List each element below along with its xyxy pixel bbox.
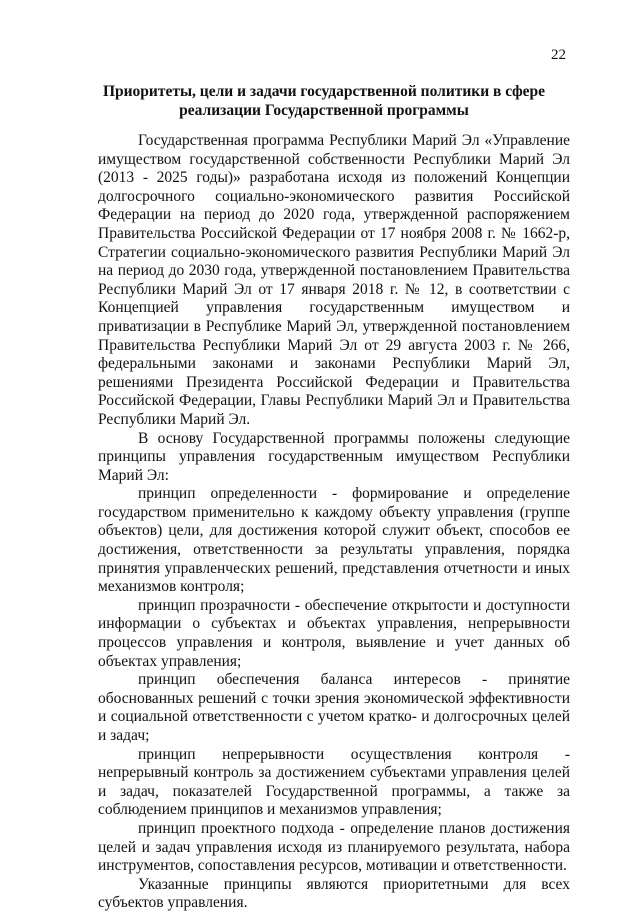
principle-balance-paragraph: принцип обеспечения баланса интересов - принятие обоснованных решений с точки зрения экономической эффективности и социальной ответственности с учетом кратко- и долгосрочных целей и задач; [98,671,570,744]
principle-continuous-control-paragraph: принцип непрерывности осуществления контроля - непрерывный контроль за достижением субъектами управления целей и задач, показателей Государственной программы, а также за соблюдением принципов и механизмов управления; [98,745,570,819]
conclusion-paragraph: Указанные принципы являются приоритетными для всех субъектов управления. [98,875,570,912]
principle-definiteness-paragraph: принцип определенности - формирование и определение государством применительно к каждому объекту управления (группе объектов) цели, для достижения которой служит объект, способов ее достижения, ответственности за результаты управления, порядка принятия управленческих решений, представления отчетности и иных механизмов контроля; [98,485,570,596]
principle-transparency-paragraph: принцип прозрачности - обеспечение открытости и доступности информации о субъектах и объектах управления, непрерывности процессов управления и контроля, выявление и учет данных об объектах управления; [98,596,570,670]
principles-intro-paragraph: В основу Государственной программы положены следующие принципы управления государственным имуществом Республики Марий Эл: [98,429,570,484]
page-number: 22 [551,47,566,63]
section-title [96,82,552,120]
section-title-line-2: реализации Государственной программы [179,102,469,119]
intro-paragraph: Государственная программа Республики Марий Эл «Управление имуществом государственной собственности Республики Марий Эл (2013 - 2025 годы)» разработана исходя из положений Концепции долгосрочного социально-экономического развития Российской Федерации на период до 2020 года, утвержденной распоряжением Правительства Российской Федерации от 17 ноября 2008 г. № 1662-р, Стратегии социально-экономического развития Республики Марий Эл на период до 2030 года, утвержденной постановлением Правительства Республики Марий Эл от 17 января 2018 г. № 12, в соответствии с Концепцией управления государственным имуществом и приватизации в Республике Марий Эл, утвержденной постановлением Правительства Республики Марий Эл от 29 августа 2003 г. № 266, федеральными законами и законами Республики Марий Эл, решениями Президента Российской Федерации и Правительства Российской Федерации, Главы Республики Марий Эл и Правительства Республики Марий Эл. [98,132,570,428]
section-title-line-1: Приоритеты, цели и задачи государственной политики в сфере [102,83,546,100]
document-body [98,132,570,913]
principle-project-paragraph: принцип проектного подхода - определение планов достижения целей и задач управления исходя из планируемого результата, набора инструментов, сопоставления ресурсов, мотивации и ответственности. [98,819,570,875]
